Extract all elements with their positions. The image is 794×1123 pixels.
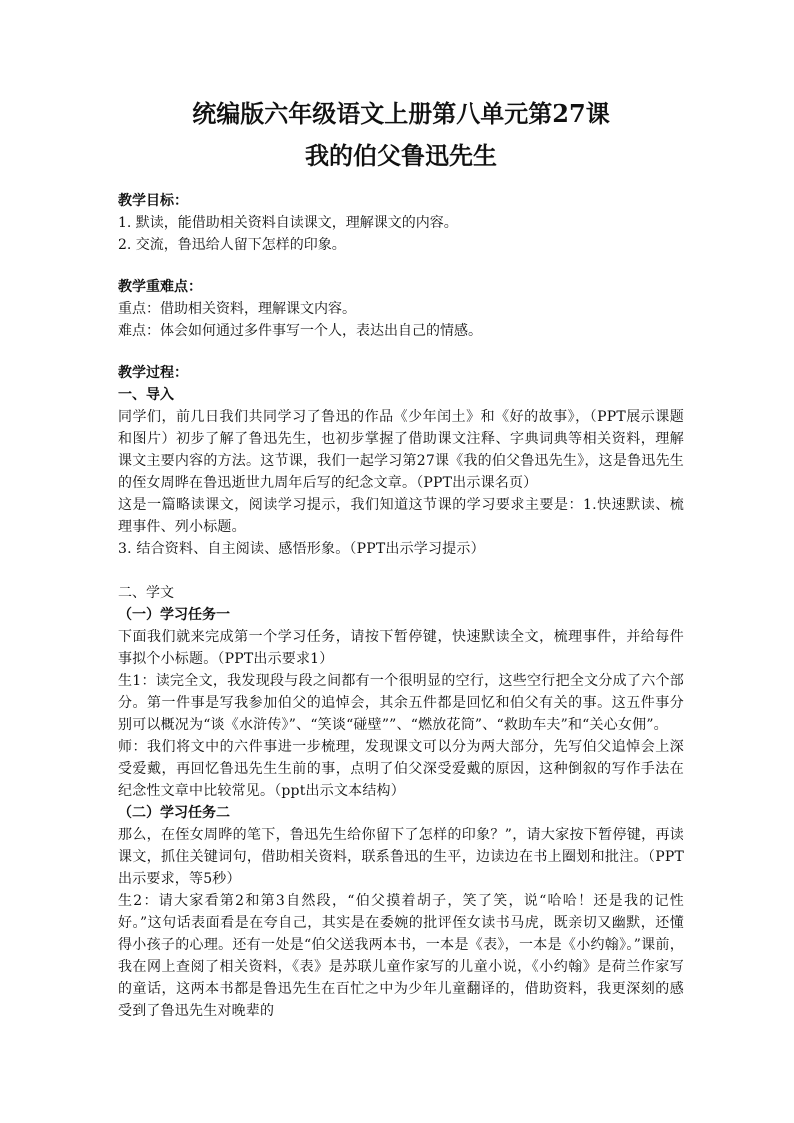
lesson-title: 我的伯父鲁迅先生	[305, 141, 497, 170]
task1-heading: （一）学习任务一	[118, 607, 230, 623]
spacer	[118, 256, 684, 276]
intro-paragraph: 同学们，前几日我们共同学习了鲁迅的作品《少年闰土》和《好的故事》，（PPT展示课题和图片）初步了解了鲁迅先生，也初步掌握了借助课文注释、字典词典等相关资料，理解课文主要内容的方法。这节课，我们一起学习第27课《我的伯父鲁迅先生》，这是鲁迅先生的侄女周晔在鲁迅逝世九周年后写的纪念文章。（PPT出示课名页）	[118, 409, 684, 491]
objectives-heading: 教学目标：	[118, 193, 188, 209]
document-title: 统编版六年级语文上册第八单元第27课	[192, 99, 610, 128]
spacer	[118, 342, 684, 362]
study-heading: 二、学文	[118, 585, 174, 601]
difficulty-point: 难点：体会如何通过多件事写一个人，表达出自己的情感。	[118, 323, 482, 339]
teaching-objectives-section	[118, 190, 684, 256]
key-point: 重点：借助相关资料，理解课文内容。	[118, 301, 356, 317]
task1-paragraph: 生1：读完全文，我发现段与段之间都有一个很明显的空行，这些空行把全文分成了六个部分。第一件事是写我参加伯父的追悼会，其余五件都是回忆和伯父有关的事。这五件事分别可以概况为“谈《水浒传》”、“笑谈“碰壁””、“燃放花筒”、“救助车夫”和“关心女佣”。	[118, 673, 684, 733]
task1-paragraph: 下面我们就来完成第一个学习任务，请按下暂停键，快速默读全文，梳理事件，并给每件事拟个小标题。（PPT出示要求1）	[118, 629, 684, 667]
task2-paragraph: 生2：请大家看第2和第3自然段，“伯父摸着胡子，笑了笑，说“哈哈！还是我的记性好。”这句话表面看是在夸自己，其实是在委婉的批评侄女读书马虎，既亲切又幽默，还懂得小孩子的心理。还有一处是“伯父送我两本书，一本是《表》，一本是《小约翰》。”课前，我在网上查阅了相关资料，《表》是苏联儿童作家写的儿童小说，《小约翰》是荷兰作家写的童话，这两本书都是鲁迅先生在百忙之中为少年儿童翻译的，借助资料，我更深刻的感受到了鲁迅先生对晚辈的	[118, 893, 684, 1019]
task2-heading: （二）学习任务二	[118, 805, 230, 821]
intro-heading: 一、导入	[118, 387, 174, 403]
key-points-heading: 教学重难点：	[118, 279, 202, 295]
spacer	[118, 560, 684, 582]
objective-item: 1. 默读，能借助相关资料自读课文，理解课文的内容。	[118, 215, 458, 231]
process-heading: 教学过程：	[118, 365, 188, 381]
teaching-process-section	[118, 362, 684, 1022]
objective-item: 2. 交流，鲁迅给人留下怎样的印象。	[118, 237, 346, 253]
task1-paragraph: 师：我们将文中的六件事进一步梳理，发现课文可以分为两大部分，先写伯父追悼会上深受爱戴，再回忆鲁迅先生生前的事，点明了伯父深受爱戴的原因，这种倒叙的写作手法在纪念性文章中比较常见。（ppt出示文本结构）	[118, 739, 684, 799]
task2-paragraph: 那么，在侄女周晔的笔下，鲁迅先生给你留下了怎样的印象？”，请大家按下暂停键，再读课文，抓住关键词句，借助相关资料，联系鲁迅的生平，边读边在书上圈划和批注。（PPT出示要求，等5秒）	[118, 827, 684, 887]
intro-paragraph: 这是一篇略读课文，阅读学习提示，我们知道这节课的学习要求主要是：1.快速默读、梳理事件、列小标题。	[118, 497, 684, 535]
intro-paragraph: 3. 结合资料、自主阅读、感悟形象。（PPT出示学习提示）	[118, 541, 485, 557]
key-points-section	[118, 276, 684, 342]
